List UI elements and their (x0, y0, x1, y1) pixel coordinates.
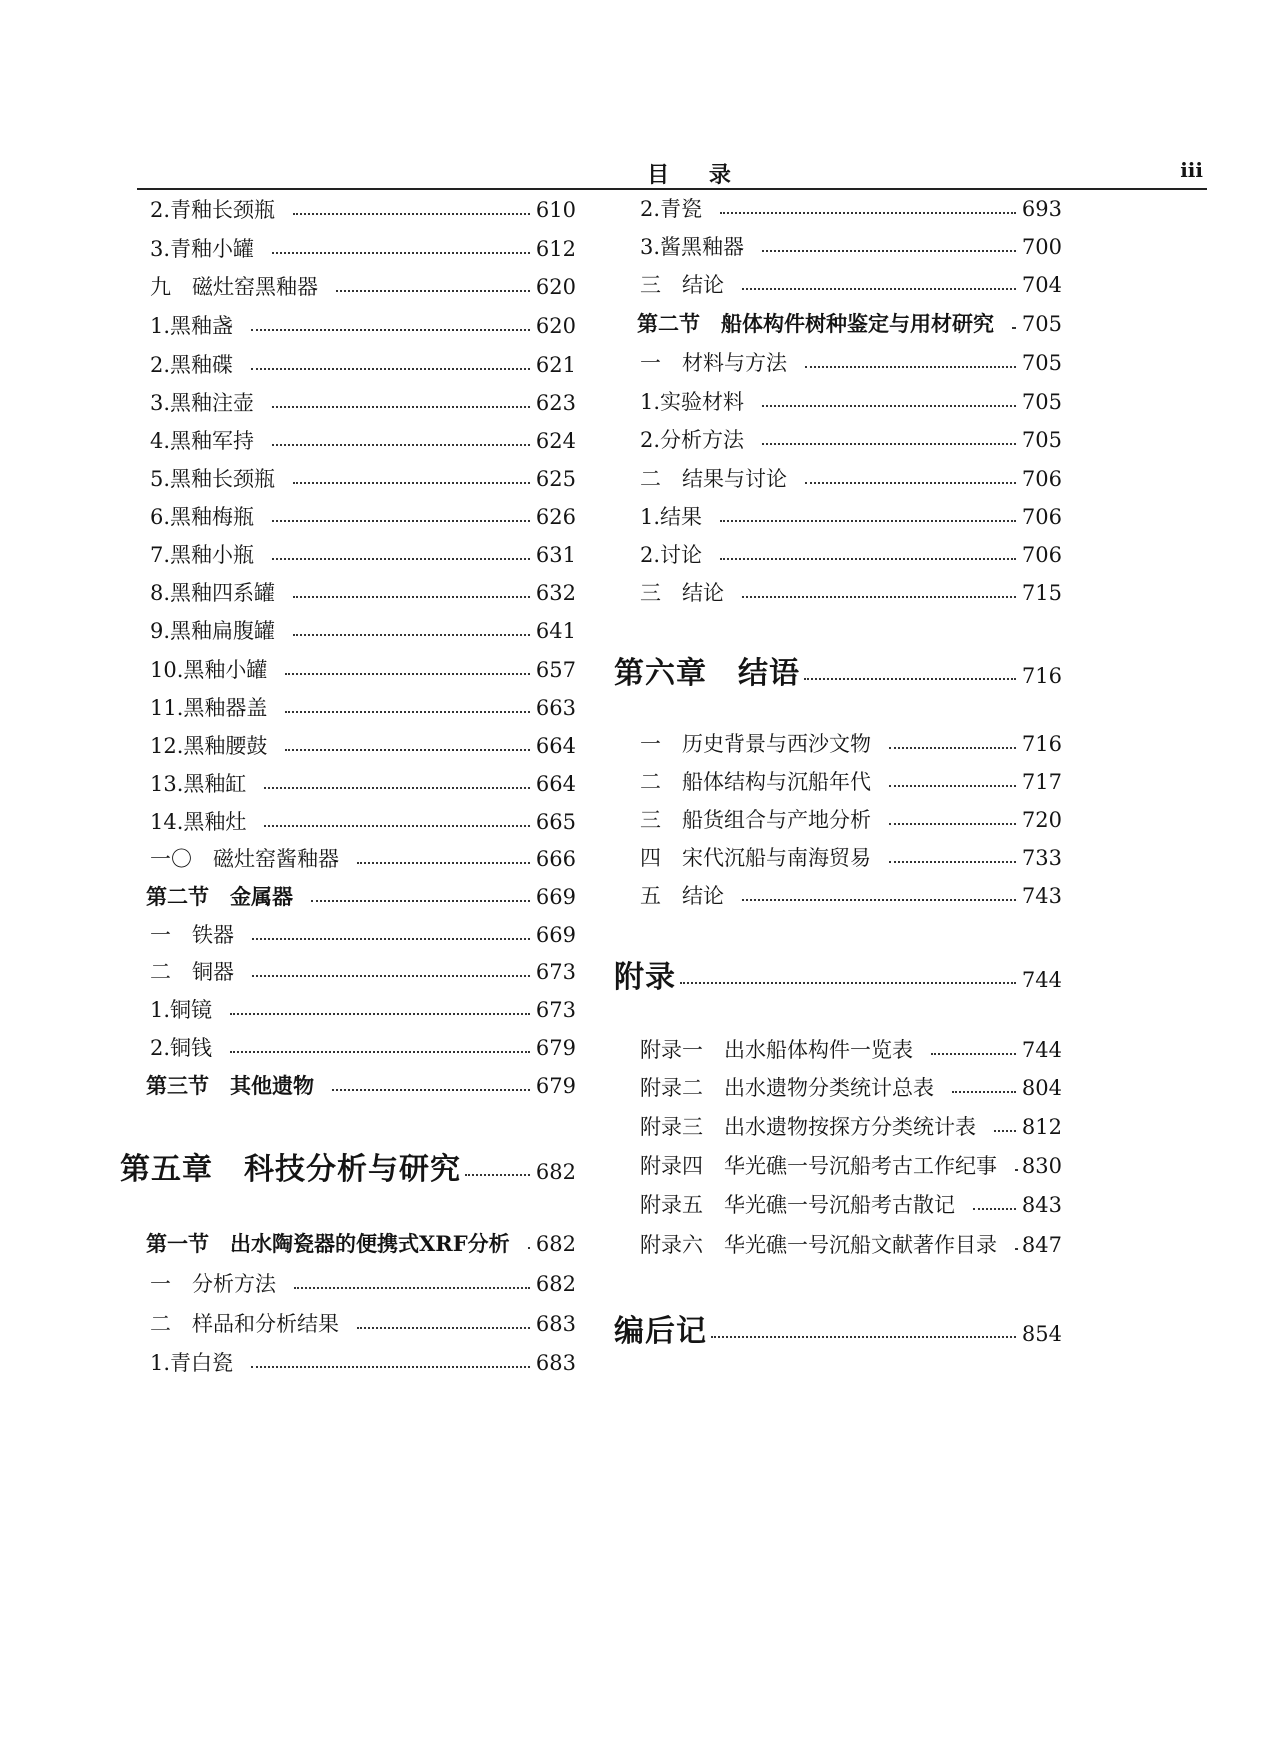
toc-entry (640, 195, 1062, 223)
toc-entry-label: 4.黑釉军持 (150, 429, 255, 453)
toc-entry-label: 6.黑釉梅瓶 (150, 505, 255, 529)
toc-entry-page: 682 (535, 1272, 576, 1296)
toc-leader-dots (465, 1174, 530, 1176)
toc-entry-page: 626 (535, 505, 576, 529)
toc-entry (640, 882, 1062, 910)
toc-entry-page: 632 (535, 581, 576, 605)
toc-leader-dots (272, 558, 530, 560)
toc-entry (640, 233, 1062, 261)
toc-entry-label: 一 铁器 (150, 923, 234, 947)
toc-leader-dots (952, 1091, 1016, 1093)
toc-entry-label: 九 磁灶窑黑釉器 (150, 275, 318, 299)
toc-entry-label: 11.黑釉器盖 (150, 696, 268, 720)
toc-entry (150, 958, 576, 986)
toc-entry (150, 732, 576, 760)
toc-leader-dots (293, 482, 530, 484)
toc-entry (150, 579, 576, 607)
toc-leader-dots (931, 1053, 1016, 1055)
toc-entry-page: 706 (1021, 505, 1062, 529)
toc-entry (150, 1270, 576, 1298)
toc-entry-label: 附录一 出水船体构件一览表 (640, 1038, 913, 1062)
toc-leader-dots (889, 823, 1016, 825)
toc-entry-page: 620 (535, 314, 576, 338)
toc-entry (640, 388, 1062, 416)
toc-entry-label: 第五章 科技分析与研究 (120, 1152, 461, 1187)
toc-section-entry (146, 883, 576, 911)
toc-entry-label: 2.黑釉碟 (150, 353, 234, 377)
toc-entry-page: 705 (1021, 312, 1062, 336)
toc-entry-label: 1.青白瓷 (150, 1351, 234, 1375)
toc-chapter-entry (614, 656, 1062, 694)
toc-entry-label: 第二节 船体构件树种鉴定与用材研究 (637, 311, 994, 336)
toc-entry-label: 二 结果与讨论 (640, 467, 787, 491)
toc-leader-dots (994, 1130, 1016, 1132)
toc-entry (150, 465, 576, 493)
toc-entry (150, 389, 576, 417)
toc-entry-label: 2.分析方法 (640, 428, 745, 452)
toc-entry-label: 2.铜钱 (150, 1036, 213, 1060)
toc-leader-dots (357, 1327, 530, 1329)
toc-leader-dots (680, 982, 1016, 984)
toc-entry-label: 10.黑釉小罐 (150, 658, 268, 682)
toc-leader-dots (272, 406, 530, 408)
toc-entry-label: 编后记 (614, 1314, 707, 1349)
toc-leader-dots (1012, 327, 1016, 329)
toc-leader-dots (889, 785, 1016, 787)
toc-entry-page: 744 (1021, 1038, 1062, 1062)
toc-entry (150, 351, 576, 379)
toc-entry (640, 844, 1062, 872)
toc-entry-page: 664 (535, 772, 576, 796)
toc-leader-dots (293, 634, 530, 636)
toc-entry (150, 996, 576, 1024)
toc-leader-dots (711, 1336, 1016, 1338)
toc-entry (150, 656, 576, 684)
toc-entry-page: 843 (1021, 1193, 1062, 1217)
toc-leader-dots (251, 329, 530, 331)
toc-leader-dots (252, 975, 530, 977)
toc-leader-dots (272, 520, 530, 522)
toc-leader-dots (762, 405, 1016, 407)
toc-entry-label: 一 历史背景与西沙文物 (640, 732, 871, 756)
toc-leader-dots (285, 673, 530, 675)
toc-leader-dots (285, 749, 530, 751)
toc-chapter-entry (120, 1152, 576, 1190)
toc-leader-dots (973, 1208, 1016, 1210)
toc-leader-dots (742, 596, 1016, 598)
toc-entry-page: 682 (535, 1232, 576, 1256)
toc-entry-page: 854 (1021, 1322, 1062, 1346)
toc-leader-dots (889, 747, 1016, 749)
toc-entry (640, 1191, 1062, 1219)
toc-entry-label: 2.青瓷 (640, 197, 703, 221)
toc-entry (150, 808, 576, 836)
toc-entry-page: 657 (535, 658, 576, 682)
toc-entry-label: 第三节 其他遗物 (146, 1073, 314, 1098)
toc-entry-label: 二 铜器 (150, 960, 234, 984)
toc-entry (640, 1036, 1062, 1064)
toc-entry-page: 641 (535, 619, 576, 643)
toc-entry-label: 三 船货组合与产地分析 (640, 808, 871, 832)
toc-section-entry (146, 1072, 576, 1100)
toc-entry-label: 3.黑釉注壶 (150, 391, 255, 415)
toc-entry-label: 2.青釉长颈瓶 (150, 198, 276, 222)
toc-entry (640, 426, 1062, 454)
toc-entry-page: 720 (1021, 808, 1062, 832)
toc-entry-label: 5.黑釉长颈瓶 (150, 467, 276, 491)
toc-entry-label: 一 材料与方法 (640, 351, 787, 375)
toc-leader-dots (332, 1089, 530, 1091)
toc-entry-page: 664 (535, 734, 576, 758)
toc-entry (150, 1349, 576, 1377)
toc-entry-page: 716 (1021, 732, 1062, 756)
toc-entry-page: 679 (535, 1036, 576, 1060)
toc-entry-label: 附录三 出水遗物按探方分类统计表 (640, 1115, 976, 1139)
toc-entry-page: 744 (1021, 968, 1062, 992)
toc-entry-label: 12.黑釉腰鼓 (150, 734, 268, 758)
toc-leader-dots (720, 212, 1016, 214)
toc-leader-dots (762, 443, 1016, 445)
toc-entry-label: 一〇 磁灶窑酱釉器 (150, 847, 339, 871)
toc-leader-dots (293, 213, 530, 215)
toc-leader-dots (311, 900, 530, 902)
toc-entry-page: 705 (1021, 351, 1062, 375)
toc-entry-label: 三 结论 (640, 581, 724, 605)
toc-entry (150, 273, 576, 301)
toc-entry (150, 921, 576, 949)
toc-entry (150, 1034, 576, 1062)
header-page-number: iii (1180, 158, 1203, 182)
toc-leader-dots (742, 288, 1016, 290)
toc-entry-label: 一 分析方法 (150, 1272, 276, 1296)
toc-entry (150, 235, 576, 263)
toc-leader-dots (285, 711, 530, 713)
toc-entry (150, 1310, 576, 1338)
toc-entry-page: 682 (535, 1160, 576, 1184)
toc-leader-dots (264, 825, 530, 827)
toc-entry (640, 349, 1062, 377)
toc-entry-page: 715 (1021, 581, 1062, 605)
toc-entry (150, 312, 576, 340)
toc-entry-page: 704 (1021, 273, 1062, 297)
toc-leader-dots (272, 252, 530, 254)
toc-leader-dots (272, 444, 530, 446)
toc-entry-page: 693 (1021, 197, 1062, 221)
toc-entry (640, 541, 1062, 569)
toc-leader-dots (336, 290, 530, 292)
toc-section-entry (146, 1230, 576, 1258)
toc-entry-label: 四 宋代沉船与南海贸易 (640, 846, 871, 870)
toc-entry-page: 673 (535, 960, 576, 984)
toc-entry-page: 683 (535, 1351, 576, 1375)
toc-entry-label: 3.酱黑釉器 (640, 235, 745, 259)
toc-entry (640, 503, 1062, 531)
toc-entry (150, 617, 576, 645)
toc-entry (150, 427, 576, 455)
toc-entry-label: 1.黑釉盏 (150, 314, 234, 338)
toc-entry-page: 706 (1021, 543, 1062, 567)
toc-entry-page: 743 (1021, 884, 1062, 908)
toc-entry-label: 二 样品和分析结果 (150, 1312, 339, 1336)
toc-leader-dots (1015, 1248, 1016, 1250)
toc-leader-dots (293, 596, 530, 598)
toc-leader-dots (528, 1247, 530, 1249)
toc-entry-label: 附录四 华光礁一号沉船考古工作纪事 (640, 1154, 997, 1178)
toc-entry-page: 673 (535, 998, 576, 1022)
toc-leader-dots (251, 368, 530, 370)
toc-entry-label: 8.黑釉四系罐 (150, 581, 276, 605)
toc-entry-label: 附录五 华光礁一号沉船考古散记 (640, 1193, 955, 1217)
toc-entry-page: 624 (535, 429, 576, 453)
toc-entry (640, 1113, 1062, 1141)
toc-entry-label: 1.实验材料 (640, 390, 745, 414)
toc-entry-page: 623 (535, 391, 576, 415)
toc-entry-label: 3.青釉小罐 (150, 237, 255, 261)
toc-entry (640, 1152, 1062, 1180)
toc-leader-dots (805, 482, 1016, 484)
toc-entry-label: 1.铜镜 (150, 998, 213, 1022)
toc-leader-dots (720, 520, 1016, 522)
toc-chapter-entry (614, 1314, 1062, 1352)
toc-entry-page: 669 (535, 885, 576, 909)
toc-entry-page: 847 (1021, 1233, 1062, 1257)
toc-entry-label: 附录二 出水遗物分类统计总表 (640, 1076, 934, 1100)
toc-leader-dots (720, 558, 1016, 560)
toc-entry (640, 1231, 1062, 1259)
toc-entry-page: 812 (1021, 1115, 1062, 1139)
toc-leader-dots (742, 899, 1016, 901)
toc-entry (150, 770, 576, 798)
toc-leader-dots (357, 862, 530, 864)
toc-entry-page: 621 (535, 353, 576, 377)
toc-entry-label: 二 船体结构与沉船年代 (640, 770, 871, 794)
toc-entry (640, 768, 1062, 796)
toc-entry-label: 14.黑釉灶 (150, 810, 247, 834)
toc-entry (150, 541, 576, 569)
toc-entry-page: 683 (535, 1312, 576, 1336)
toc-leader-dots (762, 250, 1016, 252)
toc-entry-label: 三 结论 (640, 273, 724, 297)
toc-entry (150, 694, 576, 722)
toc-leader-dots (805, 366, 1016, 368)
toc-entry (150, 503, 576, 531)
toc-entry-page: 620 (535, 275, 576, 299)
toc-entry (150, 845, 576, 873)
toc-entry-label: 附录 (614, 960, 676, 995)
toc-entry-page: 700 (1021, 235, 1062, 259)
toc-entry (150, 196, 576, 224)
toc-entry (640, 579, 1062, 607)
toc-entry-page: 804 (1021, 1076, 1062, 1100)
toc-leader-dots (230, 1051, 530, 1053)
toc-entry (640, 465, 1062, 493)
toc-leader-dots (251, 1366, 530, 1368)
toc-leader-dots (294, 1287, 530, 1289)
header-rule (137, 188, 1207, 190)
toc-entry-label: 7.黑釉小瓶 (150, 543, 255, 567)
toc-entry-page: 610 (535, 198, 576, 222)
page-header (137, 150, 1207, 190)
toc-entry-page: 716 (1021, 664, 1062, 688)
toc-entry-label: 第六章 结语 (614, 656, 800, 691)
toc-entry-label: 附录六 华光礁一号沉船文献著作目录 (640, 1233, 997, 1257)
toc-entry-label: 2.讨论 (640, 543, 703, 567)
toc-entry (640, 1074, 1062, 1102)
toc-entry-page: 706 (1021, 467, 1062, 491)
toc-leader-dots (1015, 1169, 1016, 1171)
toc-entry-page: 679 (535, 1074, 576, 1098)
toc-entry-page: 663 (535, 696, 576, 720)
toc-entry (640, 806, 1062, 834)
toc-entry (640, 271, 1062, 299)
toc-entry-page: 717 (1021, 770, 1062, 794)
toc-entry (640, 730, 1062, 758)
toc-entry-page: 625 (535, 467, 576, 491)
toc-entry-page: 669 (535, 923, 576, 947)
toc-leader-dots (889, 861, 1016, 863)
toc-entry-label: 1.结果 (640, 505, 703, 529)
toc-section-entry (637, 310, 1062, 338)
toc-chapter-entry (614, 960, 1062, 998)
toc-entry-label: 13.黑釉缸 (150, 772, 247, 796)
toc-entry-page: 733 (1021, 846, 1062, 870)
toc-leader-dots (230, 1013, 530, 1015)
toc-entry-page: 830 (1021, 1154, 1062, 1178)
toc-entry-label: 第一节 出水陶瓷器的便携式XRF分析 (146, 1231, 510, 1256)
toc-leader-dots (264, 787, 530, 789)
toc-entry-page: 631 (535, 543, 576, 567)
toc-entry-page: 612 (535, 237, 576, 261)
toc-leader-dots (804, 678, 1016, 680)
toc-entry-page: 705 (1021, 390, 1062, 414)
toc-entry-page: 705 (1021, 428, 1062, 452)
header-title: 目 录 (647, 162, 747, 188)
toc-entry-page: 665 (535, 810, 576, 834)
toc-entry-label: 9.黑釉扁腹罐 (150, 619, 276, 643)
toc-leader-dots (252, 938, 530, 940)
toc-entry-label: 第二节 金属器 (146, 884, 293, 909)
toc-entry-page: 666 (535, 847, 576, 871)
toc-entry-label: 五 结论 (640, 884, 724, 908)
